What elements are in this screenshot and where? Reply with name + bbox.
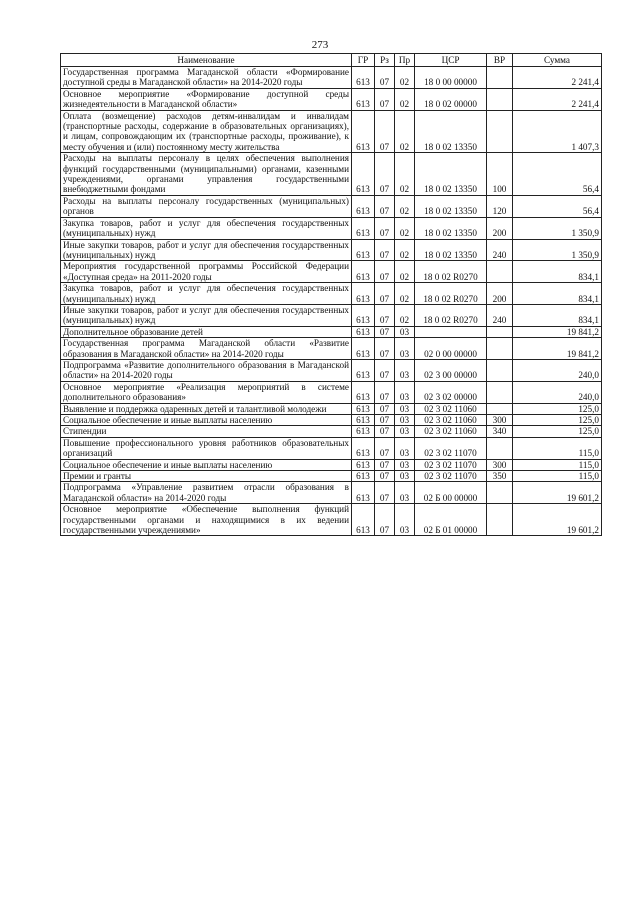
vr-cell: 240 [487, 239, 513, 261]
sum-cell: 240,0 [513, 359, 602, 381]
sum-cell: 115,0 [513, 437, 602, 459]
gr-cell: 613 [352, 459, 375, 470]
csr-cell: 02 3 02 11070 [415, 459, 487, 470]
pr-cell: 02 [395, 304, 415, 326]
sum-cell: 1 350,9 [513, 217, 602, 239]
name-cell: Выявление и поддержка одаренных детей и талантливой молодежи [61, 403, 352, 414]
column-header: Пр [395, 54, 415, 67]
column-header: ВР [487, 54, 513, 67]
table-row [61, 381, 602, 403]
csr-cell: 18 0 02 13350 [415, 217, 487, 239]
csr-cell: 02 3 02 00000 [415, 381, 487, 403]
sum-cell: 19 841,2 [513, 326, 602, 337]
table-row [61, 283, 602, 305]
gr-cell: 613 [352, 482, 375, 504]
gr-cell: 613 [352, 504, 375, 536]
table-row [61, 338, 602, 360]
name-cell: Закупка товаров, работ и услуг для обеспечения государственных (муниципальных) нужд [61, 217, 352, 239]
table-row [61, 153, 602, 196]
rz-cell: 07 [375, 195, 395, 217]
pr-cell: 02 [395, 217, 415, 239]
column-header: ЦСР [415, 54, 487, 67]
vr-cell [487, 403, 513, 414]
pr-cell: 02 [395, 153, 415, 196]
gr-cell: 613 [352, 437, 375, 459]
sum-cell: 19 601,2 [513, 482, 602, 504]
gr-cell: 613 [352, 471, 375, 482]
sum-cell: 834,1 [513, 304, 602, 326]
sum-cell: 125,0 [513, 426, 602, 437]
rz-cell: 07 [375, 482, 395, 504]
vr-cell [487, 504, 513, 536]
column-header: Наименование [61, 54, 352, 67]
name-cell: Иные закупки товаров, работ и услуг для обеспечения государственных (муниципальных) нужд [61, 239, 352, 261]
pr-cell: 03 [395, 471, 415, 482]
name-cell: Расходы на выплаты персоналу государственных (муниципальных) органов [61, 195, 352, 217]
rz-cell: 07 [375, 110, 395, 153]
vr-cell: 200 [487, 283, 513, 305]
name-cell: Основное мероприятие «Реализация мероприятий в системе дополнительного образования» [61, 381, 352, 403]
vr-cell [487, 88, 513, 110]
csr-cell: 02 3 02 11070 [415, 437, 487, 459]
csr-cell: 18 0 02 00000 [415, 88, 487, 110]
csr-cell: 02 Б 01 00000 [415, 504, 487, 536]
vr-cell: 300 [487, 459, 513, 470]
gr-cell: 613 [352, 304, 375, 326]
rz-cell: 07 [375, 67, 395, 89]
gr-cell: 613 [352, 239, 375, 261]
table-row [61, 304, 602, 326]
vr-cell [487, 359, 513, 381]
table-row [61, 88, 602, 110]
page-number: 273 [311, 39, 329, 51]
name-cell: Дополнительное образование детей [61, 326, 352, 337]
sum-cell: 834,1 [513, 261, 602, 283]
pr-cell: 03 [395, 415, 415, 426]
pr-cell: 03 [395, 338, 415, 360]
name-cell: Расходы на выплаты персоналу в целях обеспечения выполнения функций государственными (муниципальными) органами, казенными учреждениями, органами управления государственными внебюджетными фондами [61, 153, 352, 196]
rz-cell: 07 [375, 403, 395, 414]
rz-cell: 07 [375, 153, 395, 196]
csr-cell: 18 0 02 R0270 [415, 283, 487, 305]
gr-cell: 613 [352, 261, 375, 283]
table-row [61, 482, 602, 504]
table-row [61, 437, 602, 459]
pr-cell: 02 [395, 195, 415, 217]
vr-cell [487, 381, 513, 403]
name-cell: Подпрограмма «Управление развитием отрасли образования в Магаданской области» на 2014-2020 годы [61, 482, 352, 504]
gr-cell: 613 [352, 153, 375, 196]
vr-cell: 100 [487, 153, 513, 196]
table-row [61, 504, 602, 536]
pr-cell: 02 [395, 67, 415, 89]
sum-cell: 56,4 [513, 153, 602, 196]
vr-cell: 350 [487, 471, 513, 482]
vr-cell: 120 [487, 195, 513, 217]
pr-cell: 03 [395, 504, 415, 536]
sum-cell: 1 407,3 [513, 110, 602, 153]
csr-cell: 18 0 02 13350 [415, 239, 487, 261]
gr-cell: 613 [352, 426, 375, 437]
sum-cell: 115,0 [513, 471, 602, 482]
gr-cell: 613 [352, 326, 375, 337]
csr-cell: 02 3 02 11060 [415, 415, 487, 426]
column-header: ГР [352, 54, 375, 67]
pr-cell: 03 [395, 381, 415, 403]
rz-cell: 07 [375, 471, 395, 482]
table-row [61, 415, 602, 426]
table-row [61, 326, 602, 337]
vr-cell [487, 482, 513, 504]
rz-cell: 07 [375, 415, 395, 426]
rz-cell: 07 [375, 304, 395, 326]
rz-cell: 07 [375, 88, 395, 110]
table-row [61, 261, 602, 283]
table-row [61, 471, 602, 482]
table-row [61, 217, 602, 239]
rz-cell: 07 [375, 504, 395, 536]
name-cell: Премии и гранты [61, 471, 352, 482]
pr-cell: 03 [395, 326, 415, 337]
rz-cell: 07 [375, 261, 395, 283]
sum-cell: 2 241,4 [513, 67, 602, 89]
name-cell: Государственная программа Магаданской области «Формирование доступной среды в Магаданской области» на 2014-2020 годы [61, 67, 352, 89]
pr-cell: 03 [395, 459, 415, 470]
table-row [61, 459, 602, 470]
name-cell: Повышение профессионального уровня работников образовательных организаций [61, 437, 352, 459]
rz-cell: 07 [375, 359, 395, 381]
table-row [61, 403, 602, 414]
sum-cell: 834,1 [513, 283, 602, 305]
table-row [61, 426, 602, 437]
pr-cell: 03 [395, 359, 415, 381]
name-cell: Мероприятия государственной программы Российской Федерации «Доступная среда» на 2011-2020 годы [61, 261, 352, 283]
gr-cell: 613 [352, 338, 375, 360]
gr-cell: 613 [352, 88, 375, 110]
table-row [61, 110, 602, 153]
name-cell: Социальное обеспечение и иные выплаты населению [61, 459, 352, 470]
name-cell: Государственная программа Магаданской области «Развитие образования в Магаданской области» на 2014-2020 годы [61, 338, 352, 360]
vr-cell [487, 338, 513, 360]
csr-cell: 02 0 00 00000 [415, 338, 487, 360]
table-header [61, 54, 602, 67]
name-cell: Подпрограмма «Развитие дополнительного образования в Магаданской области» на 2014-2020 годы [61, 359, 352, 381]
csr-cell: 18 0 02 R0270 [415, 261, 487, 283]
gr-cell: 613 [352, 110, 375, 153]
rz-cell: 07 [375, 426, 395, 437]
csr-cell: 18 0 02 R0270 [415, 304, 487, 326]
table-row [61, 359, 602, 381]
gr-cell: 613 [352, 415, 375, 426]
vr-cell: 240 [487, 304, 513, 326]
gr-cell: 613 [352, 217, 375, 239]
csr-cell: 18 0 02 13350 [415, 110, 487, 153]
sum-cell: 240,0 [513, 381, 602, 403]
table-row [61, 67, 602, 89]
sum-cell: 56,4 [513, 195, 602, 217]
name-cell: Стипендии [61, 426, 352, 437]
gr-cell: 613 [352, 359, 375, 381]
sum-cell: 1 350,9 [513, 239, 602, 261]
name-cell: Иные закупки товаров, работ и услуг для обеспечения государственных (муниципальных) нужд [61, 304, 352, 326]
name-cell: Оплата (возмещение) расходов детям-инвалидам и инвалидам (транспортные расходы, содержание в образовательных организациях), и лицам, сопровождающим их (транспортные расходы, проживание), к месту обучения и (или) постоянному месту жительства [61, 110, 352, 153]
table-body [61, 67, 602, 536]
sum-cell: 115,0 [513, 459, 602, 470]
rz-cell: 07 [375, 217, 395, 239]
pr-cell: 02 [395, 261, 415, 283]
pr-cell: 02 [395, 239, 415, 261]
sum-cell: 125,0 [513, 415, 602, 426]
pr-cell: 02 [395, 283, 415, 305]
sum-cell: 19 841,2 [513, 338, 602, 360]
vr-cell [487, 110, 513, 153]
rz-cell: 07 [375, 239, 395, 261]
vr-cell: 300 [487, 415, 513, 426]
csr-cell: 02 3 02 11070 [415, 471, 487, 482]
gr-cell: 613 [352, 283, 375, 305]
rz-cell: 07 [375, 338, 395, 360]
pr-cell: 03 [395, 403, 415, 414]
csr-cell: 02 Б 00 00000 [415, 482, 487, 504]
vr-cell [487, 326, 513, 337]
csr-cell [415, 326, 487, 337]
vr-cell [487, 261, 513, 283]
csr-cell: 02 3 00 00000 [415, 359, 487, 381]
rz-cell: 07 [375, 437, 395, 459]
gr-cell: 613 [352, 195, 375, 217]
csr-cell: 18 0 02 13350 [415, 195, 487, 217]
gr-cell: 613 [352, 67, 375, 89]
vr-cell: 340 [487, 426, 513, 437]
table-row [61, 195, 602, 217]
budget-table [60, 53, 602, 536]
name-cell: Основное мероприятие «Формирование доступной среды жизнедеятельности в Магаданской области» [61, 88, 352, 110]
name-cell: Основное мероприятие «Обеспечение выполнения функций государственными органами и находящимися в их ведении государственными учреждениями» [61, 504, 352, 536]
csr-cell: 02 3 02 11060 [415, 426, 487, 437]
column-header: Рз [375, 54, 395, 67]
header-row [61, 54, 602, 67]
csr-cell: 18 0 02 13350 [415, 153, 487, 196]
pr-cell: 03 [395, 482, 415, 504]
pr-cell: 02 [395, 88, 415, 110]
table-row [61, 239, 602, 261]
sum-cell: 2 241,4 [513, 88, 602, 110]
rz-cell: 07 [375, 326, 395, 337]
pr-cell: 03 [395, 426, 415, 437]
vr-cell [487, 437, 513, 459]
gr-cell: 613 [352, 403, 375, 414]
name-cell: Закупка товаров, работ и услуг для обеспечения государственных (муниципальных) нужд [61, 283, 352, 305]
vr-cell [487, 67, 513, 89]
rz-cell: 07 [375, 283, 395, 305]
pr-cell: 03 [395, 437, 415, 459]
name-cell: Социальное обеспечение и иные выплаты населению [61, 415, 352, 426]
pr-cell: 02 [395, 110, 415, 153]
vr-cell: 200 [487, 217, 513, 239]
sum-cell: 125,0 [513, 403, 602, 414]
gr-cell: 613 [352, 381, 375, 403]
column-header: Сумма [513, 54, 602, 67]
csr-cell: 18 0 00 00000 [415, 67, 487, 89]
sum-cell: 19 601,2 [513, 504, 602, 536]
rz-cell: 07 [375, 459, 395, 470]
rz-cell: 07 [375, 381, 395, 403]
csr-cell: 02 3 02 11060 [415, 403, 487, 414]
